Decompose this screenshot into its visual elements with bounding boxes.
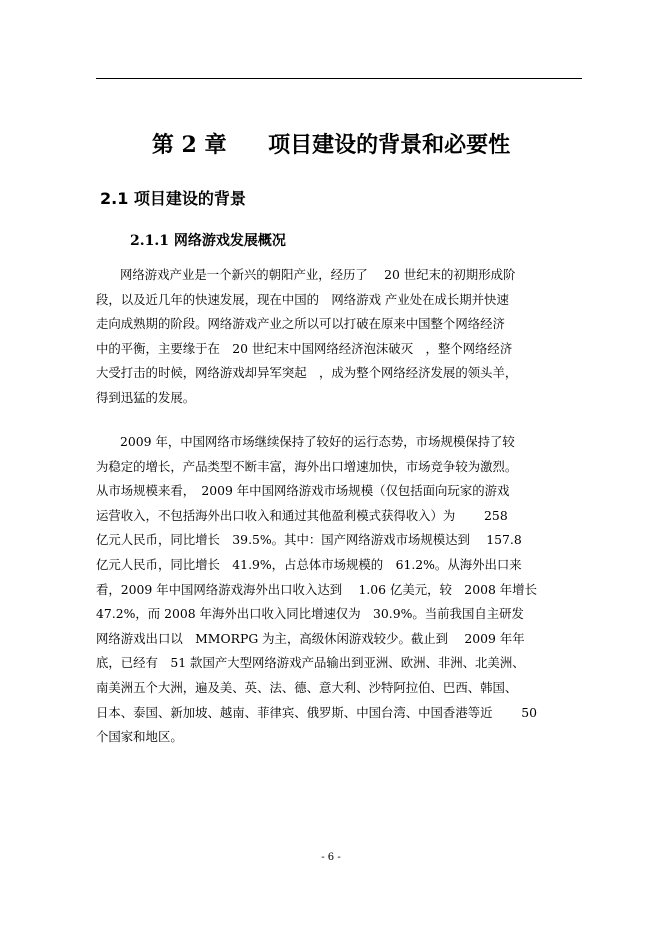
paragraph-line: 亿元人民币，同比增长 41.9%，占总体市场规模的 61.2%。从海外出口来 xyxy=(96,556,522,572)
paragraph-line: 亿元人民币，同比增长 39.5%。其中：国产网络游戏市场规模达到 157.8 xyxy=(96,532,522,548)
paragraph-line: 段，以及近几年的快速发展，现在中国的 网络游戏 产业处在成长期并快速 xyxy=(96,291,509,307)
paragraph-line: 个国家和地区。 xyxy=(96,729,183,745)
paragraph-line: 运营收入，不包括海外出口收入和通过其他盈利模式获得收入）为 258 xyxy=(96,507,508,523)
paragraph-line: 从市场规模来看， 2009 年中国网络游戏市场规模（仅包括面向玩家的游戏 xyxy=(96,483,510,499)
paragraph-line: 看，2009 年中国网络游戏海外出口收入达到 1.06 亿美元，较 2008 年增长 xyxy=(96,581,537,597)
paragraph-line: 网络游戏产业是一个新兴的朝阳产业，经历了 20 世纪末的初期形成阶 xyxy=(120,267,516,282)
paragraph-line: 2009 年，中国网络市场继续保持了较好的运行态势，市场规模保持了较 xyxy=(120,434,515,449)
paragraph-line: 大受打击的时候，网络游戏却异军突起 ，成为整个网络经济发展的领头羊， xyxy=(96,365,518,381)
paragraph-line: 为稳定的增长，产品类型不断丰富，海外出口增速加快，市场竞争较为激烈。 xyxy=(96,458,518,474)
paragraph-line: 网络游戏出口以 MMORPG 为主，高级休闲游戏较少。截止到 2009 年年 xyxy=(96,630,525,646)
subsection-heading: 2.1.1 网络游戏发展概况 xyxy=(130,233,286,249)
paragraph-2 xyxy=(96,430,582,750)
paragraph-line: 中的平衡，主要缘于在 20 世纪末中国网络经济泡沫破灭 ，整个网络经济 xyxy=(96,340,513,356)
paragraph-line: 日本、泰国、新加坡、越南、菲律宾、俄罗斯、中国台湾、中国香港等近 50 xyxy=(96,704,537,720)
section-heading: 2.1 项目建设的背景 xyxy=(100,189,246,208)
paragraph-1 xyxy=(96,263,582,411)
page-number: - 6 - xyxy=(321,852,341,863)
chapter-title-text: 项目建设的背景和必要性 xyxy=(268,132,511,158)
chapter-title xyxy=(60,127,602,163)
paragraph-line: 47.2%，而 2008 年海外出口收入同比增速仅为 30.9%。当前我国自主研发 xyxy=(96,606,524,622)
paragraph-line: 得到迅猛的发展。 xyxy=(96,389,196,405)
paragraph-line: 南美洲五个大洲，遍及美、英、法、德、意大利、沙特阿拉伯、巴西、韩国、 xyxy=(96,679,518,695)
paragraph-line: 底，已经有 51 款国产大型网络游戏产品输出到亚洲、欧洲、非洲、北美洲、 xyxy=(96,655,525,671)
paragraph-line: 走向成熟期的阶段。网络游戏产业之所以可以打破在原来中国整个网络经济 xyxy=(96,316,505,332)
chapter-number: 第 2 章 xyxy=(151,132,227,158)
header-rule xyxy=(96,78,582,79)
